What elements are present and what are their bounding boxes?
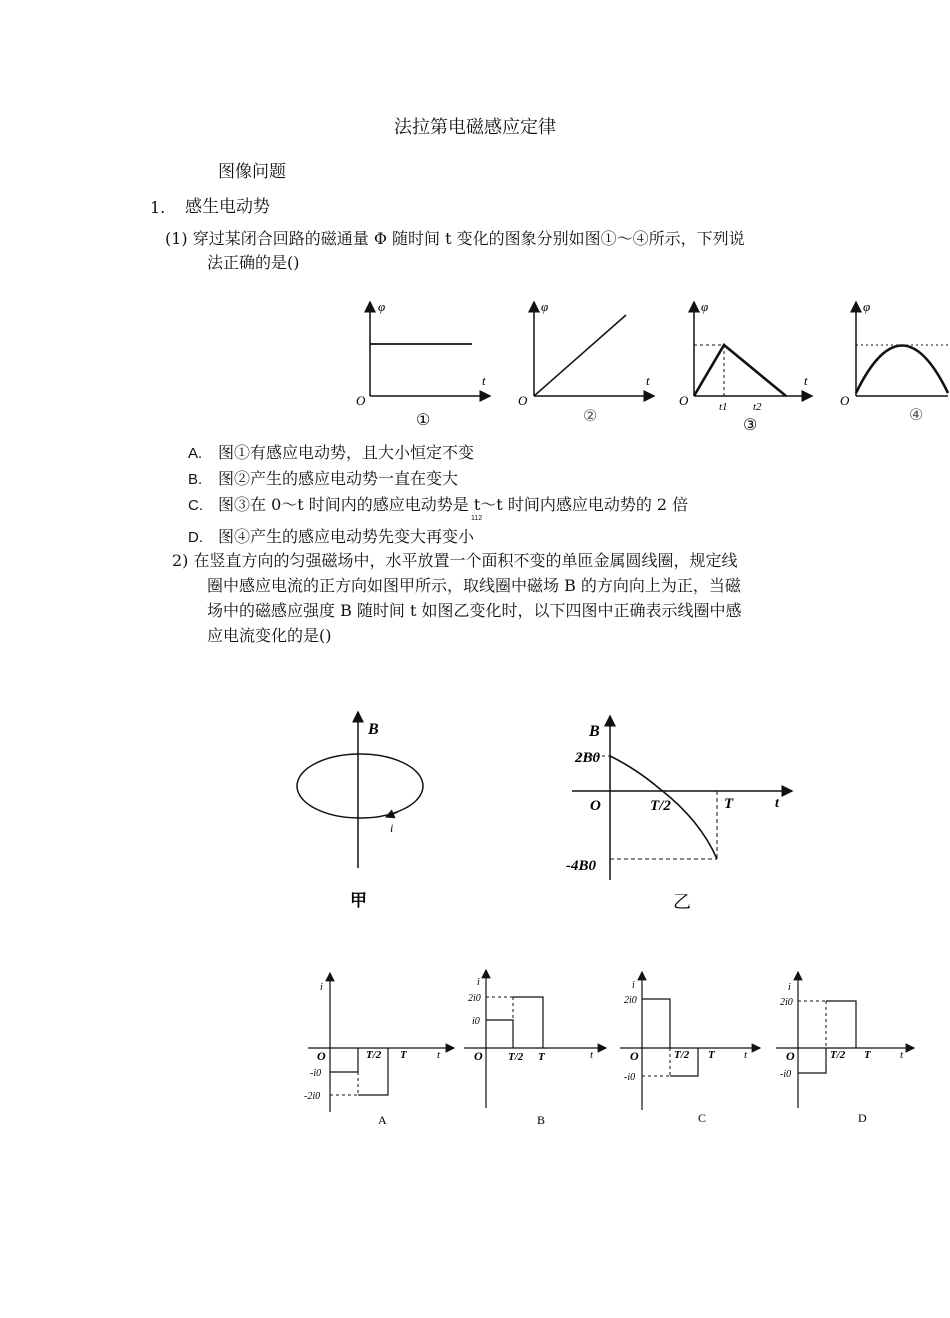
graph-b-t: t bbox=[590, 1049, 594, 1061]
section-number: 1. bbox=[150, 198, 166, 217]
graph3-x-label: t bbox=[804, 373, 808, 388]
q2-line1: 2) 在竖直方向的匀强磁场中，水平放置一个面积不变的单匝金属圆线圈，规定线 bbox=[172, 551, 738, 570]
q1-line2: 法正确的是() bbox=[207, 253, 300, 272]
graph-a-i: i bbox=[320, 982, 323, 993]
graph-d-t-period: T bbox=[864, 1049, 871, 1061]
graph-c-t: t bbox=[744, 1049, 748, 1061]
q2-line2: 圈中感应电流的正方向如图甲所示，取线圈中磁场 B 的方向向上为正，当磁 bbox=[207, 576, 741, 595]
bt-y-label: B bbox=[589, 723, 600, 740]
option-letter-c: C. bbox=[188, 497, 203, 514]
answer-graph-a bbox=[308, 973, 454, 1112]
graph4-origin: O bbox=[840, 393, 850, 408]
coil-b-label: B bbox=[368, 721, 379, 738]
subtitle: 图像问题 bbox=[218, 162, 286, 182]
option-letter-d: D. bbox=[188, 529, 203, 546]
graph2-number: ② bbox=[583, 408, 598, 425]
graph-b-two-io: 2i0 bbox=[468, 993, 481, 1004]
flux-graph-4 bbox=[856, 302, 948, 396]
option-text-b: 图②产生的感应电动势一直在变大 bbox=[218, 469, 459, 488]
answer-graph-d bbox=[776, 972, 914, 1108]
graph-d-two-io: 2i0 bbox=[780, 997, 793, 1008]
graph3-number: ③ bbox=[743, 417, 758, 434]
graph3-t2-label: t2 bbox=[753, 401, 762, 413]
bt-bottom-value: -4B0 bbox=[566, 858, 596, 874]
graph-c-half: T/2 bbox=[674, 1049, 690, 1061]
graph-b-half: T/2 bbox=[508, 1051, 524, 1063]
graph-a-half: T/2 bbox=[366, 1049, 382, 1061]
graph-b-letter: B bbox=[537, 1113, 546, 1127]
flux-graph-2 bbox=[534, 302, 654, 396]
bt-x-label: t bbox=[775, 796, 779, 811]
flux-graph-3 bbox=[694, 302, 812, 396]
graph1-y-label: φ bbox=[378, 299, 386, 314]
option-text-d: 图④产生的感应电动势先变大再变小 bbox=[218, 527, 475, 546]
graph-d-origin: O bbox=[786, 1049, 795, 1063]
q1-line1: (1) 穿过某闭合回路的磁通量 Φ 随时间 t 变化的图象分别如图①～④所示，下列说 bbox=[165, 229, 745, 248]
b-t-graph bbox=[572, 716, 792, 880]
graph-a-origin: O bbox=[317, 1049, 326, 1063]
graph-a-t-period: T bbox=[400, 1049, 407, 1061]
graph1-origin: O bbox=[356, 393, 366, 408]
graph-a-t: t bbox=[437, 1049, 441, 1061]
coil-caption: 甲 bbox=[350, 891, 367, 910]
graph-a-neg-io: -i0 bbox=[310, 1068, 322, 1079]
graph2-y-label: φ bbox=[541, 299, 549, 314]
small-note: 112 bbox=[471, 515, 483, 522]
graph-d-t: t bbox=[900, 1049, 904, 1061]
q2-line3: 场中的磁感应强度 B 随时间 t 如图乙变化时，以下四图中正确表示线圈中感 bbox=[207, 601, 742, 620]
graph4-number: ④ bbox=[909, 407, 924, 424]
page-title: 法拉第电磁感应定律 bbox=[394, 117, 556, 138]
graph-c-letter: C bbox=[698, 1111, 707, 1125]
section-label: 感生电动势 bbox=[185, 197, 270, 217]
option-letter-a: A. bbox=[188, 445, 203, 462]
graph-c-t-period: T bbox=[708, 1049, 715, 1061]
graph3-y-label: φ bbox=[701, 299, 709, 314]
coil-i-label: i bbox=[390, 821, 394, 835]
graph-a-neg-two-io: -2i0 bbox=[304, 1091, 321, 1102]
bt-origin: O bbox=[590, 798, 601, 814]
answer-graph-b bbox=[464, 970, 606, 1108]
graph-b-t-period: T bbox=[538, 1051, 545, 1063]
option-letter-b: B. bbox=[188, 471, 203, 488]
graph1-number: ① bbox=[416, 412, 431, 429]
flux-graph-1 bbox=[370, 302, 490, 396]
graph2-x-label: t bbox=[646, 373, 650, 388]
graph-c-two-io: 2i0 bbox=[624, 995, 637, 1006]
answer-graph-c bbox=[620, 972, 760, 1110]
bt-top-value: 2B0 bbox=[575, 750, 601, 766]
graph2-origin: O bbox=[518, 393, 528, 408]
graph-b-io: i0 bbox=[472, 1016, 480, 1027]
graph-b-origin: O bbox=[474, 1049, 483, 1063]
bt-period: T bbox=[724, 796, 734, 812]
graph3-origin: O bbox=[679, 393, 689, 408]
graph4-y-label: φ bbox=[863, 299, 871, 314]
graph-d-i: i bbox=[788, 982, 791, 993]
graph-a-letter: A bbox=[378, 1113, 387, 1127]
option-text-a: 图①有感应电动势，且大小恒定不变 bbox=[218, 443, 475, 462]
bt-half-period: T/2 bbox=[650, 798, 671, 814]
graph-d-letter: D bbox=[858, 1111, 867, 1125]
graph-d-half: T/2 bbox=[830, 1049, 846, 1061]
bt-caption: 乙 bbox=[673, 892, 691, 912]
graph-c-i: i bbox=[632, 980, 635, 991]
graph-c-neg-io: -i0 bbox=[624, 1072, 636, 1083]
graph-d-neg-io: -i0 bbox=[780, 1069, 792, 1080]
option-text-c: 图③在 0～t 时间内的感应电动势是 t～t 时间内感应电动势的 2 倍 bbox=[218, 495, 689, 514]
coil-figure bbox=[297, 712, 423, 868]
graph-c-origin: O bbox=[630, 1049, 639, 1063]
q2-line4: 应电流变化的是() bbox=[207, 626, 332, 645]
graph3-t1-label: t1 bbox=[719, 401, 728, 413]
graph-b-i: i bbox=[477, 977, 480, 988]
graph1-x-label: t bbox=[482, 373, 486, 388]
